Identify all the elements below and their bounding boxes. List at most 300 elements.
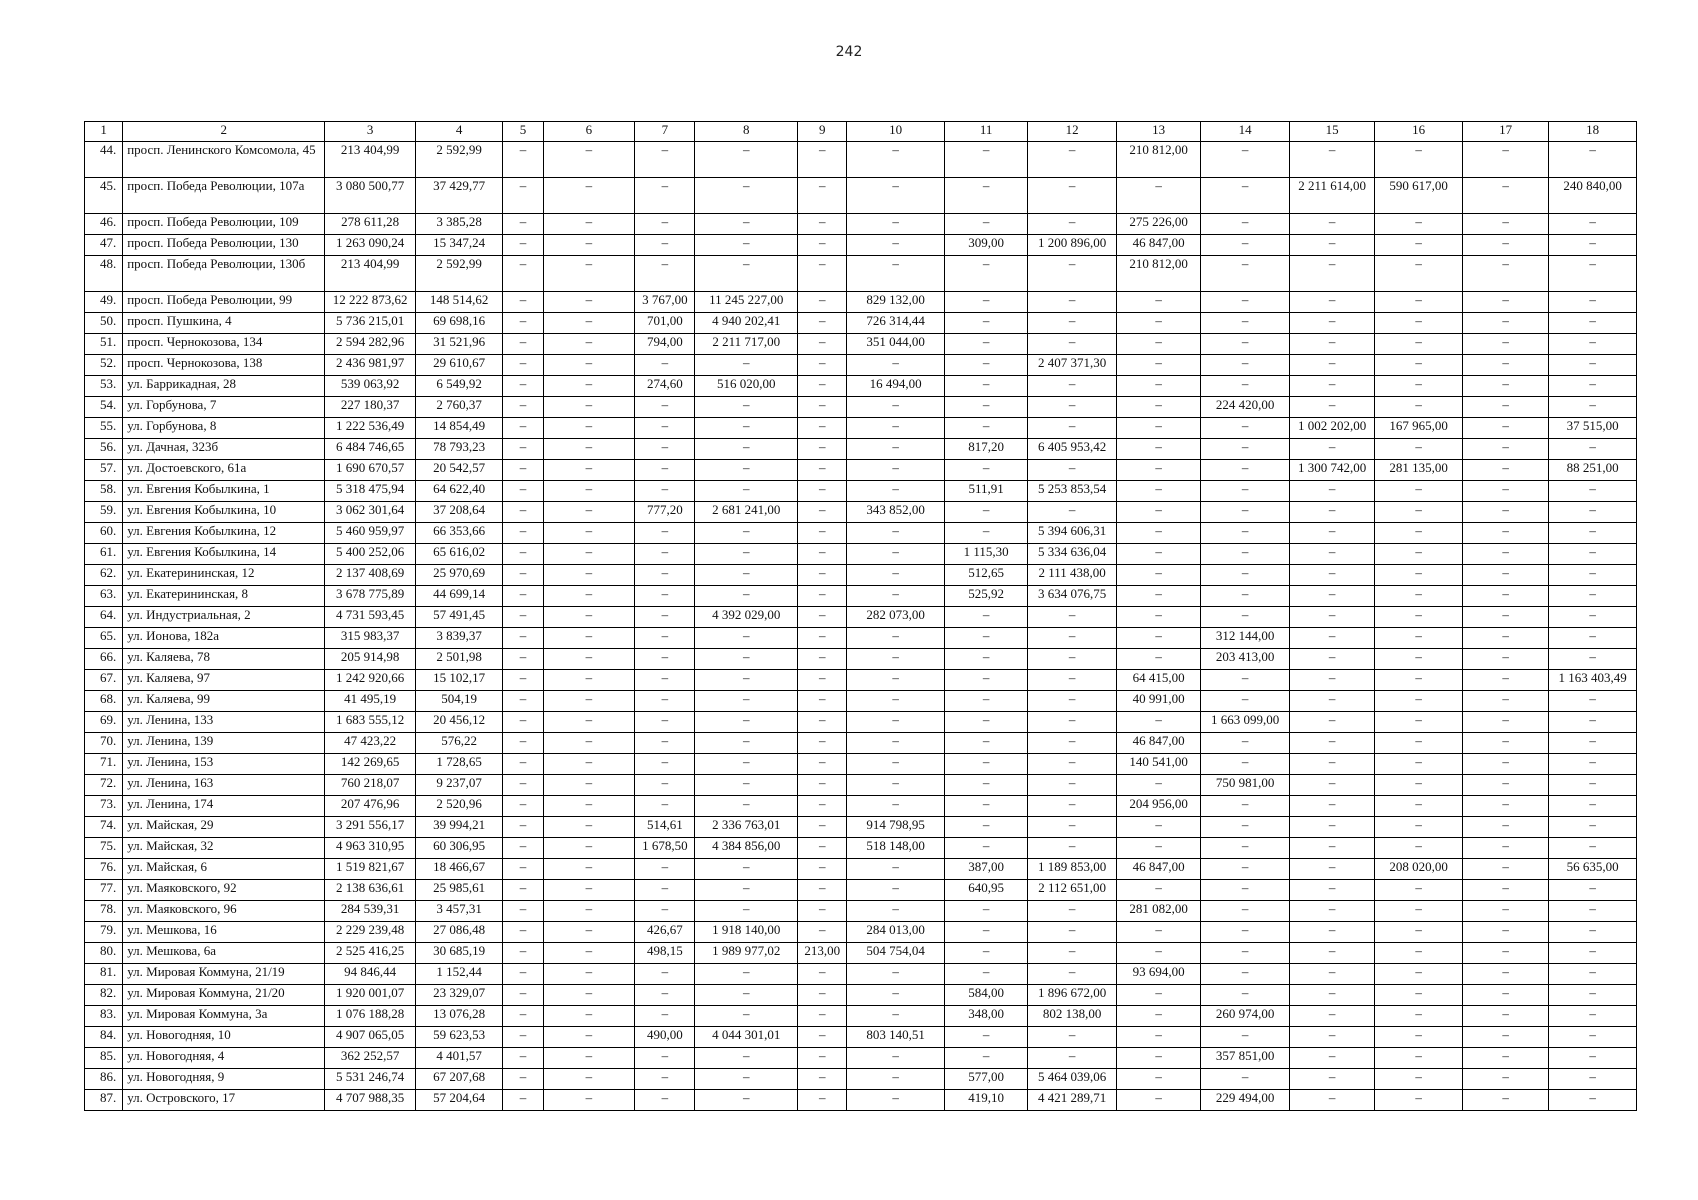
row-number-cell: 50. bbox=[85, 313, 123, 334]
value-cell: – bbox=[635, 481, 695, 502]
value-cell: 504,19 bbox=[415, 691, 503, 712]
value-cell: – bbox=[944, 214, 1027, 235]
value-cell: – bbox=[1289, 733, 1374, 754]
value-cell: – bbox=[695, 733, 798, 754]
row-number-cell: 61. bbox=[85, 544, 123, 565]
value-cell: – bbox=[1462, 397, 1549, 418]
value-cell: – bbox=[543, 733, 635, 754]
row-number-cell: 47. bbox=[85, 235, 123, 256]
value-cell: – bbox=[543, 334, 635, 355]
value-cell: 760 218,07 bbox=[325, 775, 416, 796]
value-cell: 31 521,96 bbox=[415, 334, 503, 355]
value-cell: – bbox=[847, 1090, 945, 1111]
value-cell: – bbox=[1116, 418, 1200, 439]
value-cell: – bbox=[1201, 502, 1290, 523]
value-cell: – bbox=[1201, 985, 1290, 1006]
row-number-cell: 54. bbox=[85, 397, 123, 418]
value-cell: – bbox=[798, 313, 847, 334]
value-cell: 2 229 239,48 bbox=[325, 922, 416, 943]
value-cell: – bbox=[1289, 544, 1374, 565]
value-cell: 343 852,00 bbox=[847, 502, 945, 523]
value-cell: – bbox=[1375, 214, 1463, 235]
value-cell: – bbox=[543, 691, 635, 712]
value-cell: – bbox=[1289, 142, 1374, 178]
value-cell: – bbox=[1462, 985, 1549, 1006]
address-cell: просп. Чернокозова, 138 bbox=[123, 355, 325, 376]
value-cell: – bbox=[847, 418, 945, 439]
value-cell: – bbox=[798, 523, 847, 544]
value-cell: – bbox=[635, 142, 695, 178]
value-cell: – bbox=[1549, 733, 1637, 754]
value-cell: 23 329,07 bbox=[415, 985, 503, 1006]
value-cell: – bbox=[1549, 481, 1637, 502]
value-cell: – bbox=[1375, 397, 1463, 418]
value-cell: – bbox=[543, 796, 635, 817]
row-number-cell: 48. bbox=[85, 256, 123, 292]
value-cell: – bbox=[695, 880, 798, 901]
value-cell: – bbox=[543, 922, 635, 943]
value-cell: – bbox=[1289, 1027, 1374, 1048]
value-cell: – bbox=[1462, 649, 1549, 670]
value-cell: – bbox=[1289, 376, 1374, 397]
value-cell: – bbox=[798, 859, 847, 880]
value-cell: – bbox=[1028, 502, 1117, 523]
table-row bbox=[85, 313, 1637, 334]
value-cell: – bbox=[798, 1048, 847, 1069]
value-cell: – bbox=[1549, 235, 1637, 256]
column-header: 12 bbox=[1028, 122, 1117, 142]
address-cell: ул. Мировая Коммуна, 21/19 bbox=[123, 964, 325, 985]
value-cell: 20 456,12 bbox=[415, 712, 503, 733]
value-cell: – bbox=[1462, 1090, 1549, 1111]
value-cell: – bbox=[1289, 775, 1374, 796]
column-header: 17 bbox=[1462, 122, 1549, 142]
value-cell: 12 222 873,62 bbox=[325, 292, 416, 313]
value-cell: 281 082,00 bbox=[1116, 901, 1200, 922]
value-cell: 525,92 bbox=[944, 586, 1027, 607]
value-cell: 40 991,00 bbox=[1116, 691, 1200, 712]
value-cell: – bbox=[635, 214, 695, 235]
value-cell: – bbox=[1201, 142, 1290, 178]
value-cell: – bbox=[543, 502, 635, 523]
value-cell: 60 306,95 bbox=[415, 838, 503, 859]
value-cell: – bbox=[1375, 235, 1463, 256]
address-cell: ул. Горбунова, 7 bbox=[123, 397, 325, 418]
value-cell: – bbox=[1549, 1006, 1637, 1027]
value-cell: – bbox=[503, 691, 543, 712]
value-cell: – bbox=[798, 439, 847, 460]
value-cell: – bbox=[1116, 565, 1200, 586]
value-cell: – bbox=[695, 565, 798, 586]
value-cell: 518 148,00 bbox=[847, 838, 945, 859]
value-cell: – bbox=[847, 670, 945, 691]
value-cell: – bbox=[1375, 142, 1463, 178]
row-number-cell: 44. bbox=[85, 142, 123, 178]
value-cell: 167 965,00 bbox=[1375, 418, 1463, 439]
value-cell: – bbox=[1462, 733, 1549, 754]
row-number-cell: 45. bbox=[85, 178, 123, 214]
row-number-cell: 59. bbox=[85, 502, 123, 523]
table-row bbox=[85, 943, 1637, 964]
value-cell: – bbox=[543, 817, 635, 838]
value-cell: – bbox=[1289, 292, 1374, 313]
value-cell: – bbox=[1375, 943, 1463, 964]
value-cell: – bbox=[1028, 964, 1117, 985]
address-cell: ул. Баррикадная, 28 bbox=[123, 376, 325, 397]
value-cell: – bbox=[944, 922, 1027, 943]
data-table bbox=[84, 121, 1637, 1111]
value-cell: – bbox=[847, 397, 945, 418]
value-cell: – bbox=[503, 481, 543, 502]
value-cell: – bbox=[695, 628, 798, 649]
value-cell: – bbox=[695, 670, 798, 691]
value-cell: 39 994,21 bbox=[415, 817, 503, 838]
table-row bbox=[85, 964, 1637, 985]
value-cell: – bbox=[944, 754, 1027, 775]
value-cell: – bbox=[1289, 334, 1374, 355]
value-cell: 2 138 636,61 bbox=[325, 880, 416, 901]
value-cell: – bbox=[1028, 628, 1117, 649]
value-cell: – bbox=[1375, 523, 1463, 544]
value-cell: – bbox=[503, 439, 543, 460]
value-cell: – bbox=[944, 712, 1027, 733]
value-cell: 27 086,48 bbox=[415, 922, 503, 943]
value-cell: 213 404,99 bbox=[325, 256, 416, 292]
value-cell: – bbox=[635, 439, 695, 460]
value-cell: – bbox=[1549, 964, 1637, 985]
value-cell: 2 520,96 bbox=[415, 796, 503, 817]
value-cell: – bbox=[695, 1090, 798, 1111]
table-row bbox=[85, 235, 1637, 256]
value-cell: – bbox=[635, 544, 695, 565]
value-cell: – bbox=[503, 775, 543, 796]
value-cell: – bbox=[1201, 1069, 1290, 1090]
value-cell: – bbox=[503, 628, 543, 649]
value-cell: 1 989 977,02 bbox=[695, 943, 798, 964]
value-cell: – bbox=[503, 1090, 543, 1111]
value-cell: – bbox=[1201, 376, 1290, 397]
value-cell: – bbox=[635, 1006, 695, 1027]
value-cell: – bbox=[635, 859, 695, 880]
address-cell: ул. Евгения Кобылкина, 12 bbox=[123, 523, 325, 544]
value-cell: 1 189 853,00 bbox=[1028, 859, 1117, 880]
value-cell: 512,65 bbox=[944, 565, 1027, 586]
value-cell: 1 683 555,12 bbox=[325, 712, 416, 733]
value-cell: – bbox=[1289, 670, 1374, 691]
value-cell: 4 731 593,45 bbox=[325, 607, 416, 628]
value-cell: – bbox=[543, 628, 635, 649]
value-cell: – bbox=[503, 880, 543, 901]
value-cell: – bbox=[1375, 502, 1463, 523]
value-cell: – bbox=[798, 754, 847, 775]
value-cell: 57 491,45 bbox=[415, 607, 503, 628]
row-number-cell: 60. bbox=[85, 523, 123, 544]
value-cell: – bbox=[1201, 565, 1290, 586]
value-cell: – bbox=[1462, 523, 1549, 544]
value-cell: 5 394 606,31 bbox=[1028, 523, 1117, 544]
value-cell: 41 495,19 bbox=[325, 691, 416, 712]
value-cell: – bbox=[1375, 586, 1463, 607]
value-cell: – bbox=[503, 1048, 543, 1069]
value-cell: – bbox=[1462, 376, 1549, 397]
value-cell: – bbox=[847, 712, 945, 733]
value-cell: – bbox=[1201, 943, 1290, 964]
value-cell: – bbox=[1116, 838, 1200, 859]
value-cell: 142 269,65 bbox=[325, 754, 416, 775]
value-cell: – bbox=[1116, 817, 1200, 838]
table-row bbox=[85, 1006, 1637, 1027]
value-cell: 5 531 246,74 bbox=[325, 1069, 416, 1090]
value-cell: – bbox=[1201, 607, 1290, 628]
value-cell: – bbox=[847, 178, 945, 214]
value-cell: – bbox=[1201, 838, 1290, 859]
row-number-cell: 67. bbox=[85, 670, 123, 691]
value-cell: – bbox=[1116, 985, 1200, 1006]
value-cell: – bbox=[1116, 544, 1200, 565]
value-cell: 6 405 953,42 bbox=[1028, 439, 1117, 460]
value-cell: – bbox=[798, 796, 847, 817]
row-number-cell: 65. bbox=[85, 628, 123, 649]
value-cell: – bbox=[1549, 142, 1637, 178]
value-cell: 3 767,00 bbox=[635, 292, 695, 313]
value-cell: – bbox=[543, 712, 635, 733]
value-cell: – bbox=[503, 985, 543, 1006]
value-cell: 5 736 215,01 bbox=[325, 313, 416, 334]
value-cell: 2 407 371,30 bbox=[1028, 355, 1117, 376]
value-cell: – bbox=[635, 964, 695, 985]
address-cell: ул. Екатерининская, 12 bbox=[123, 565, 325, 586]
table-row bbox=[85, 733, 1637, 754]
value-cell: – bbox=[1028, 313, 1117, 334]
value-cell: – bbox=[1462, 460, 1549, 481]
value-cell: – bbox=[1375, 1027, 1463, 1048]
value-cell: – bbox=[695, 754, 798, 775]
value-cell: – bbox=[1462, 964, 1549, 985]
value-cell: 1 076 188,28 bbox=[325, 1006, 416, 1027]
value-cell: 284 539,31 bbox=[325, 901, 416, 922]
value-cell: 577,00 bbox=[944, 1069, 1027, 1090]
value-cell: – bbox=[1289, 859, 1374, 880]
value-cell: – bbox=[543, 985, 635, 1006]
value-cell: – bbox=[944, 796, 1027, 817]
value-cell: – bbox=[1028, 922, 1117, 943]
value-cell: 213,00 bbox=[798, 943, 847, 964]
value-cell: – bbox=[798, 397, 847, 418]
value-cell: – bbox=[695, 1069, 798, 1090]
table-row bbox=[85, 775, 1637, 796]
value-cell: – bbox=[944, 775, 1027, 796]
table-row bbox=[85, 214, 1637, 235]
value-cell: – bbox=[1462, 1069, 1549, 1090]
value-cell: 205 914,98 bbox=[325, 649, 416, 670]
value-cell: – bbox=[635, 355, 695, 376]
table-row bbox=[85, 481, 1637, 502]
value-cell: 66 353,66 bbox=[415, 523, 503, 544]
value-cell: – bbox=[543, 859, 635, 880]
value-cell: – bbox=[1028, 418, 1117, 439]
value-cell: 11 245 227,00 bbox=[695, 292, 798, 313]
value-cell: 44 699,14 bbox=[415, 586, 503, 607]
value-cell: 210 812,00 bbox=[1116, 142, 1200, 178]
value-cell: – bbox=[1028, 901, 1117, 922]
value-cell: – bbox=[1375, 607, 1463, 628]
value-cell: – bbox=[944, 964, 1027, 985]
value-cell: 4 907 065,05 bbox=[325, 1027, 416, 1048]
table-row bbox=[85, 565, 1637, 586]
value-cell: 3 062 301,64 bbox=[325, 502, 416, 523]
value-cell: 69 698,16 bbox=[415, 313, 503, 334]
value-cell: – bbox=[635, 1069, 695, 1090]
table-row bbox=[85, 754, 1637, 775]
value-cell: – bbox=[543, 1006, 635, 1027]
column-header: 1 bbox=[85, 122, 123, 142]
value-cell: 1 896 672,00 bbox=[1028, 985, 1117, 1006]
value-cell: – bbox=[635, 607, 695, 628]
value-cell: – bbox=[1549, 943, 1637, 964]
value-cell: – bbox=[1201, 1027, 1290, 1048]
value-cell: – bbox=[1116, 1090, 1200, 1111]
value-cell: 140 541,00 bbox=[1116, 754, 1200, 775]
value-cell: – bbox=[543, 1069, 635, 1090]
address-cell: ул. Новогодняя, 9 bbox=[123, 1069, 325, 1090]
address-cell: ул. Каляева, 78 bbox=[123, 649, 325, 670]
column-header: 4 bbox=[415, 122, 503, 142]
value-cell: – bbox=[1289, 1048, 1374, 1069]
value-cell: – bbox=[1462, 1027, 1549, 1048]
row-number-cell: 53. bbox=[85, 376, 123, 397]
value-cell: – bbox=[1549, 796, 1637, 817]
value-cell: 348,00 bbox=[944, 1006, 1027, 1027]
table-row bbox=[85, 142, 1637, 178]
value-cell: – bbox=[1289, 901, 1374, 922]
value-cell: – bbox=[1289, 649, 1374, 670]
value-cell: 2 592,99 bbox=[415, 256, 503, 292]
value-cell: – bbox=[944, 838, 1027, 859]
value-cell: 2 211 717,00 bbox=[695, 334, 798, 355]
value-cell: – bbox=[847, 1069, 945, 1090]
value-cell: – bbox=[1201, 859, 1290, 880]
value-cell: – bbox=[695, 256, 798, 292]
value-cell: – bbox=[798, 334, 847, 355]
value-cell: – bbox=[1549, 880, 1637, 901]
value-cell: 16 494,00 bbox=[847, 376, 945, 397]
value-cell: – bbox=[1375, 964, 1463, 985]
value-cell: – bbox=[1028, 460, 1117, 481]
table-row bbox=[85, 586, 1637, 607]
value-cell: – bbox=[847, 901, 945, 922]
value-cell: – bbox=[1289, 817, 1374, 838]
value-cell: – bbox=[695, 460, 798, 481]
value-cell: – bbox=[1462, 355, 1549, 376]
value-cell: – bbox=[1375, 628, 1463, 649]
value-cell: – bbox=[798, 355, 847, 376]
value-cell: – bbox=[1549, 523, 1637, 544]
value-cell: 15 347,24 bbox=[415, 235, 503, 256]
value-cell: – bbox=[1201, 670, 1290, 691]
value-cell: – bbox=[1462, 796, 1549, 817]
value-cell: – bbox=[847, 355, 945, 376]
value-cell: – bbox=[543, 397, 635, 418]
value-cell: 284 013,00 bbox=[847, 922, 945, 943]
value-cell: 148 514,62 bbox=[415, 292, 503, 313]
value-cell: – bbox=[635, 628, 695, 649]
value-cell: – bbox=[798, 1090, 847, 1111]
value-cell: 25 970,69 bbox=[415, 565, 503, 586]
value-cell: – bbox=[635, 1090, 695, 1111]
value-cell: 9 237,07 bbox=[415, 775, 503, 796]
value-cell: – bbox=[1549, 985, 1637, 1006]
value-cell: – bbox=[503, 607, 543, 628]
value-cell: – bbox=[944, 901, 1027, 922]
value-cell: – bbox=[944, 649, 1027, 670]
header-row bbox=[85, 122, 1637, 142]
value-cell: – bbox=[695, 544, 798, 565]
value-cell: – bbox=[695, 691, 798, 712]
value-cell: – bbox=[543, 1027, 635, 1048]
value-cell: 2 594 282,96 bbox=[325, 334, 416, 355]
value-cell: – bbox=[1462, 565, 1549, 586]
value-cell: – bbox=[944, 313, 1027, 334]
value-cell: – bbox=[847, 754, 945, 775]
value-cell: – bbox=[1462, 628, 1549, 649]
value-cell: – bbox=[1201, 481, 1290, 502]
value-cell: 309,00 bbox=[944, 235, 1027, 256]
value-cell: – bbox=[944, 1048, 1027, 1069]
row-number-cell: 68. bbox=[85, 691, 123, 712]
row-number-cell: 80. bbox=[85, 943, 123, 964]
row-number-cell: 76. bbox=[85, 859, 123, 880]
value-cell: – bbox=[1462, 481, 1549, 502]
value-cell: – bbox=[944, 376, 1027, 397]
value-cell: 207 476,96 bbox=[325, 796, 416, 817]
value-cell: – bbox=[798, 712, 847, 733]
value-cell: – bbox=[1201, 922, 1290, 943]
value-cell: – bbox=[1375, 775, 1463, 796]
value-cell: – bbox=[1375, 712, 1463, 733]
value-cell: – bbox=[1028, 334, 1117, 355]
value-cell: 640,95 bbox=[944, 880, 1027, 901]
value-cell: 3 839,37 bbox=[415, 628, 503, 649]
value-cell: – bbox=[503, 712, 543, 733]
value-cell: – bbox=[1028, 712, 1117, 733]
value-cell: – bbox=[635, 775, 695, 796]
row-number-cell: 51. bbox=[85, 334, 123, 355]
value-cell: – bbox=[1289, 256, 1374, 292]
value-cell: – bbox=[847, 880, 945, 901]
value-cell: 25 985,61 bbox=[415, 880, 503, 901]
column-header: 6 bbox=[543, 122, 635, 142]
value-cell: – bbox=[1028, 292, 1117, 313]
value-cell: 37 429,77 bbox=[415, 178, 503, 214]
table-row bbox=[85, 1090, 1637, 1111]
value-cell: – bbox=[847, 439, 945, 460]
value-cell: 3 080 500,77 bbox=[325, 178, 416, 214]
value-cell: – bbox=[798, 775, 847, 796]
address-cell: ул. Ленина, 163 bbox=[123, 775, 325, 796]
value-cell: – bbox=[847, 256, 945, 292]
value-cell: – bbox=[1289, 796, 1374, 817]
address-cell: ул. Ленина, 133 bbox=[123, 712, 325, 733]
value-cell: – bbox=[503, 502, 543, 523]
value-cell: – bbox=[1549, 292, 1637, 313]
value-cell: – bbox=[798, 376, 847, 397]
value-cell: – bbox=[543, 292, 635, 313]
table-row bbox=[85, 649, 1637, 670]
value-cell: – bbox=[1462, 712, 1549, 733]
value-cell: – bbox=[847, 481, 945, 502]
value-cell: – bbox=[1462, 943, 1549, 964]
value-cell: – bbox=[503, 817, 543, 838]
